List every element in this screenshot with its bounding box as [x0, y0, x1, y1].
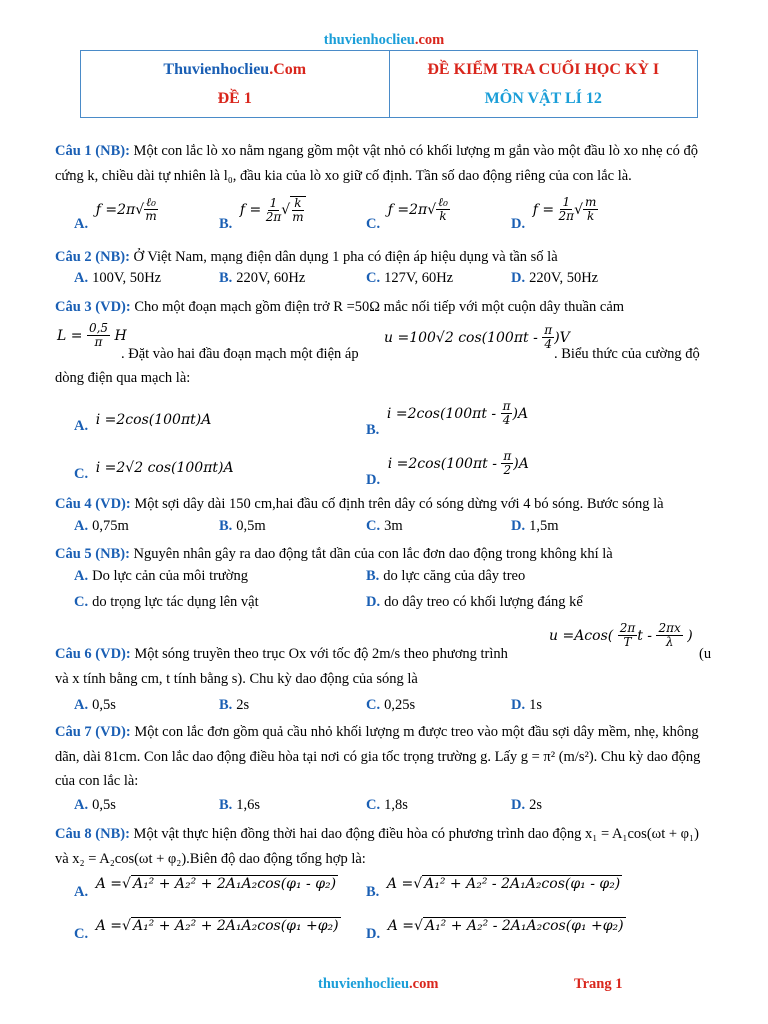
q6-option-a[interactable]: A. 0,5s [74, 697, 116, 713]
q3-text4: dòng điện qua mạch là: [55, 370, 191, 386]
q2-option-c[interactable]: C. 127V, 60Hz [366, 270, 454, 286]
question-3: Câu 3 (VD): Cho một đoạn mạch gồm điện trở R =50Ω mắc nối tiếp với một cuộn dây thuần cảm [55, 299, 625, 315]
q4-option-d[interactable]: D. 1,5m [511, 518, 559, 534]
question-6: Câu 6 (VD): Một sóng truyền theo trục Ox với tốc độ 2m/s theo phương trình [55, 646, 508, 662]
q3-text3: . Biểu thức của cường độ [554, 346, 700, 362]
question-4: Câu 4 (VD): Một sợi dây dài 150 cm,hai đầu cố định trên dây có sóng dừng với 4 bó sóng. Bước sóng là [55, 496, 664, 512]
q3-option-d[interactable]: D. i =2cos(100πt - $\frac{\pi}{2}$ )A [366, 449, 529, 488]
q7-option-a[interactable]: A. 0,5s [74, 797, 116, 813]
q3-option-b[interactable]: B. i =2cos(100πt - $\frac{\pi}{4}$ )A [366, 399, 529, 438]
q2-option-b[interactable]: B. 220V, 60Hz [219, 270, 306, 286]
q3-option-a[interactable]: A. i =2cos(100πt)A [74, 412, 212, 434]
header-left: Thuvienhoclieu.Com ĐỀ 1 [163, 60, 307, 107]
exam-title: ĐỀ KIỂM TRA CUỐI HỌC KỲ I [427, 60, 660, 78]
q8-option-c[interactable]: C. A =√ A₁² + A₂² + 2A₁A₂cos(φ₁ +φ₂) [74, 918, 339, 942]
q3-option-c[interactable]: C. i =2√2 cos(100πt)A [74, 460, 234, 482]
q4-option-a[interactable]: A. 0,75m [74, 518, 129, 534]
q3-voltage-formula: u =100√2 cos(100πt - $\frac{\pi}{4}$ )V [384, 323, 570, 351]
q4-option-c[interactable]: C. 3m [366, 518, 403, 534]
question-2: Câu 2 (NB): Ở Việt Nam, mạng điện dân dụng 1 pha có điện áp hiệu dụng và tần số là [55, 249, 558, 265]
question-1: Câu 1 (NB): Một con lắc lò xo nằm ngang gồm một vật nhỏ có khối lượng m gắn vào một đầu lò xo nhẹ có độ cứng k, chiều dài tự nhiên là l₀, đầu kia của lò xo giữ cố định. Tần số dao động riêng của con lắc là. [55, 143, 698, 184]
subject-title: MÔN VẬT LÍ 12 [484, 89, 602, 107]
q5-option-a[interactable]: A. Do lực cản của môi trường [74, 568, 248, 584]
question-8: Câu 8 (NB): Một vật thực hiện đồng thời hai dao động điều hòa có phương trình dao động x₁ = A₁cos(ωt + φ₁) và x₂ = A₂cos(ωt + φ₂).Biên độ dao động tổng hợp là: [55, 826, 699, 867]
q8-option-a[interactable]: A. A =√ A₁² + A₂² + 2A₁A₂cos(φ₁ - φ₂) [74, 876, 337, 900]
q6-text2: và x tính bằng cm, t tính bằng s). Chu kỳ dao động của sóng là [55, 671, 418, 687]
q1-option-a[interactable]: A. ƒ =2π√ $\frac{\text{ℓ₀}}{m}$ [74, 195, 157, 232]
q3-text2: . Đặt vào hai đầu đoạn mạch một điện áp [121, 346, 359, 362]
exam-header-table [80, 50, 698, 118]
q1-option-c[interactable]: C. ƒ =2π√ $\frac{\text{ℓ₀}}{k}$ [366, 195, 448, 232]
q7-option-b[interactable]: B. 1,6s [219, 797, 261, 813]
q2-option-a[interactable]: A. 100V, 50Hz [74, 270, 162, 286]
q8-option-d[interactable]: D. A =√ A₁² + A₂² - 2A₁A₂cos(φ₁ +φ₂) [366, 918, 624, 942]
exam-number: ĐỀ 1 [217, 89, 252, 107]
q8-option-b[interactable]: B. A =√ A₁² + A₂² - 2A₁A₂cos(φ₁ - φ₂) [366, 876, 621, 900]
q6-option-c[interactable]: C. 0,25s [366, 697, 416, 713]
page-number: Trang 1 [574, 976, 623, 992]
q1-option-d[interactable]: D. f = $\frac{1}{2\pi}$ √ $\frac{m}{k}$ [511, 195, 597, 232]
q5-option-b[interactable]: B. do lực căng của dây treo [366, 568, 526, 584]
q6-wave-equation: u =Acos( $\frac{2\pi}{T}$ t - $\frac{2\pi x}{\lambda}$ ) [549, 621, 693, 649]
question-5: Câu 5 (NB): Nguyên nhân gây ra dao động tắt dần của con lắc đơn dao động trong không khí là [55, 546, 613, 562]
site-header: thuvienhoclieu.com [323, 32, 445, 48]
q7-option-c[interactable]: C. 1,8s [366, 797, 408, 813]
q6-text-tail: (u [699, 646, 712, 662]
q5-option-d[interactable]: D. do dây treo có khối lượng đáng kể [366, 594, 583, 610]
q3-inductance-formula: L = $\frac{0,5}{\pi}$ H [57, 321, 127, 349]
question-7: Câu 7 (VD): Một con lắc đơn gồm quả cầu nhỏ khối lượng m được treo vào một đầu sợi dây mềm, nhẹ, không dãn, dài 81cm. Con lắc dao động điều hòa tại nơi có gia tốc trọng trường g. Lấy g = π² (m/s²). Chu kỳ dao động của con lắc là: [55, 724, 701, 789]
q4-option-b[interactable]: B. 0,5m [219, 518, 266, 534]
q1-option-b[interactable]: B. f = $\frac{1}{2\pi}$ √ $\frac{k}{m}$ [219, 195, 304, 232]
q7-option-d[interactable]: D. 2s [511, 797, 543, 813]
header-right [389, 51, 698, 117]
q2-option-d[interactable]: D. 220V, 50Hz [511, 270, 599, 286]
q5-option-c[interactable]: C. do trọng lực tác dụng lên vật [74, 594, 259, 610]
site-footer: thuvienhoclieu.com [318, 976, 439, 992]
q6-option-b[interactable]: B. 2s [219, 697, 250, 713]
q6-option-d[interactable]: D. 1s [511, 697, 543, 713]
